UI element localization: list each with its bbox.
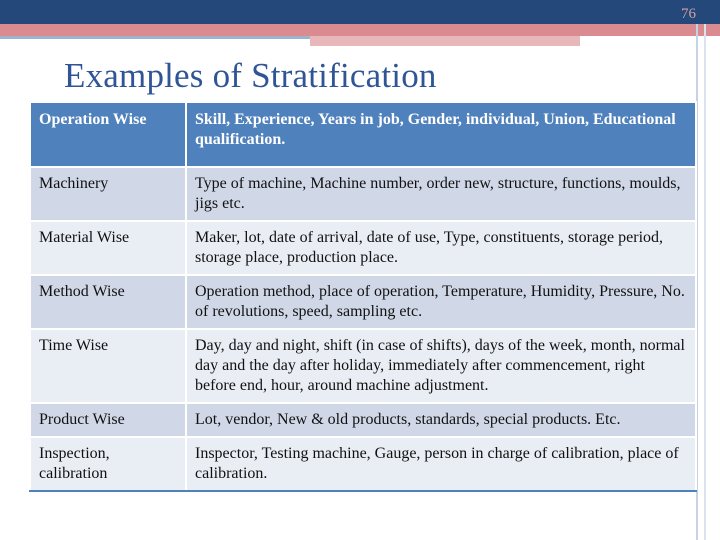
row-category: Method Wise <box>30 275 186 329</box>
row-examples: Day, day and night, shift (in case of shifts), days of the week, month, normal day and the day after holiday, immediately after commencement, right before end, hour, around machine adjustment. <box>186 329 696 403</box>
row-examples: Maker, lot, date of arrival, date of use, Type, constituents, storage period, storage place, production place. <box>186 221 696 275</box>
header-cell-examples: Skill, Experience, Years in job, Gender, individual, Union, Educational qualification. <box>186 102 696 167</box>
accent-stripe <box>0 24 720 36</box>
header-cell-category: Operation Wise <box>30 102 186 167</box>
row-category: Machinery <box>30 167 186 221</box>
row-category: Time Wise <box>30 329 186 403</box>
row-examples: Lot, vendor, New & old products, standards, special products. Etc. <box>186 403 696 437</box>
slide-number: 76 <box>681 6 696 22</box>
slide-title: Examples of Stratification <box>64 56 437 95</box>
row-examples: Type of machine, Machine number, order new, structure, functions, moulds, jigs etc. <box>186 167 696 221</box>
accent-stripe-blue <box>0 36 310 39</box>
row-examples: Inspector, Testing machine, Gauge, person in charge of calibration, place of calibration. <box>186 437 696 491</box>
table-row <box>30 329 696 403</box>
row-category: Material Wise <box>30 221 186 275</box>
right-border-decoration <box>696 24 720 540</box>
row-category: Inspection, calibration <box>30 437 186 491</box>
row-category: Product Wise <box>30 403 186 437</box>
table-row <box>30 221 696 275</box>
table-row <box>30 167 696 221</box>
top-band <box>0 0 720 24</box>
table-row <box>30 275 696 329</box>
stratification-table <box>29 101 695 492</box>
table-row <box>30 403 696 437</box>
row-examples: Operation method, place of operation, Temperature, Humidity, Pressure, No. of revolutions, speed, sampling etc. <box>186 275 696 329</box>
accent-stripe-pink <box>310 36 580 46</box>
table-row <box>30 437 696 491</box>
table-header-row <box>30 102 696 167</box>
